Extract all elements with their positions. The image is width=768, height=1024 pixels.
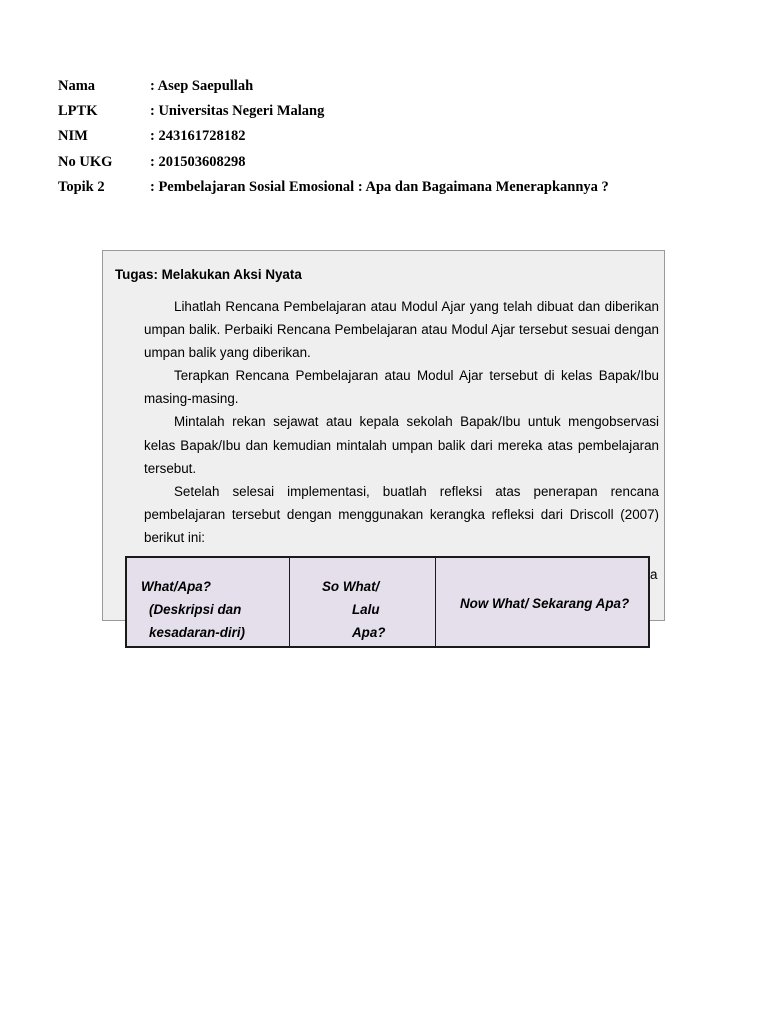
table-cell-now-what (436, 558, 648, 646)
cell-line: Now What/ Sekarang Apa? (460, 595, 630, 611)
info-row-nim (58, 124, 609, 149)
info-value: : Pembelajaran Sosial Emosional : Apa dan Bagaimana Menerapkannya ? (150, 178, 609, 195)
reflection-framework-table (125, 556, 650, 648)
task-paragraph: Mintalah rekan sejawat atau kepala sekolah Bapak/Ibu untuk mengobservasi kelas Bapak/Ibu dan kemudian mintalah umpan balik dari mereka atas pembelajaran tersebut. (144, 414, 659, 476)
info-label: NIM (58, 128, 88, 145)
task-title: Tugas: Melakukan Aksi Nyata (115, 267, 302, 282)
info-label: No UKG (58, 153, 113, 170)
info-row-no-ukg (58, 150, 609, 175)
info-row-lptk (58, 99, 609, 124)
info-value: : Asep Saepullah (150, 78, 254, 95)
info-value: : 243161728182 (150, 128, 246, 145)
info-value: : Universitas Negeri Malang (150, 103, 325, 120)
cell-line: (Deskripsi dan (149, 602, 242, 617)
info-label: LPTK (58, 103, 98, 120)
obscured-text-fragment: a (650, 567, 658, 582)
cell-line: Apa? (352, 625, 386, 640)
task-instructions (144, 295, 659, 549)
info-value: : 201503608298 (150, 153, 246, 170)
task-paragraph: Terapkan Rencana Pembelajaran atau Modul Ajar tersebut di kelas Bapak/Ibu masing-masing. (144, 368, 659, 407)
cell-line: kesadaran-diri) (149, 625, 246, 640)
info-label: Nama (58, 78, 96, 95)
cell-line: So What/ (322, 579, 380, 594)
table-cell-so-what (290, 558, 436, 646)
student-info (58, 74, 609, 200)
cell-line: Lalu (352, 602, 380, 617)
cell-line: What/Apa? (141, 579, 211, 594)
info-row-nama (58, 74, 609, 99)
task-paragraph: Setelah selesai implementasi, buatlah refleksi atas penerapan rencana pembelajaran tersebut dengan menggunakan kerangka refleksi dari Driscoll (2007) berikut ini: (144, 483, 659, 545)
task-paragraph: Lihatlah Rencana Pembelajaran atau Modul Ajar yang telah dibuat dan diberikan umpan balik. Perbaiki Rencana Pembelajaran atau Modul Ajar tersebut sesuai dengan umpan balik yang diberikan. (144, 299, 659, 361)
info-row-topik (58, 175, 609, 200)
table-cell-what (127, 558, 290, 646)
info-label: Topik 2 (58, 178, 105, 195)
